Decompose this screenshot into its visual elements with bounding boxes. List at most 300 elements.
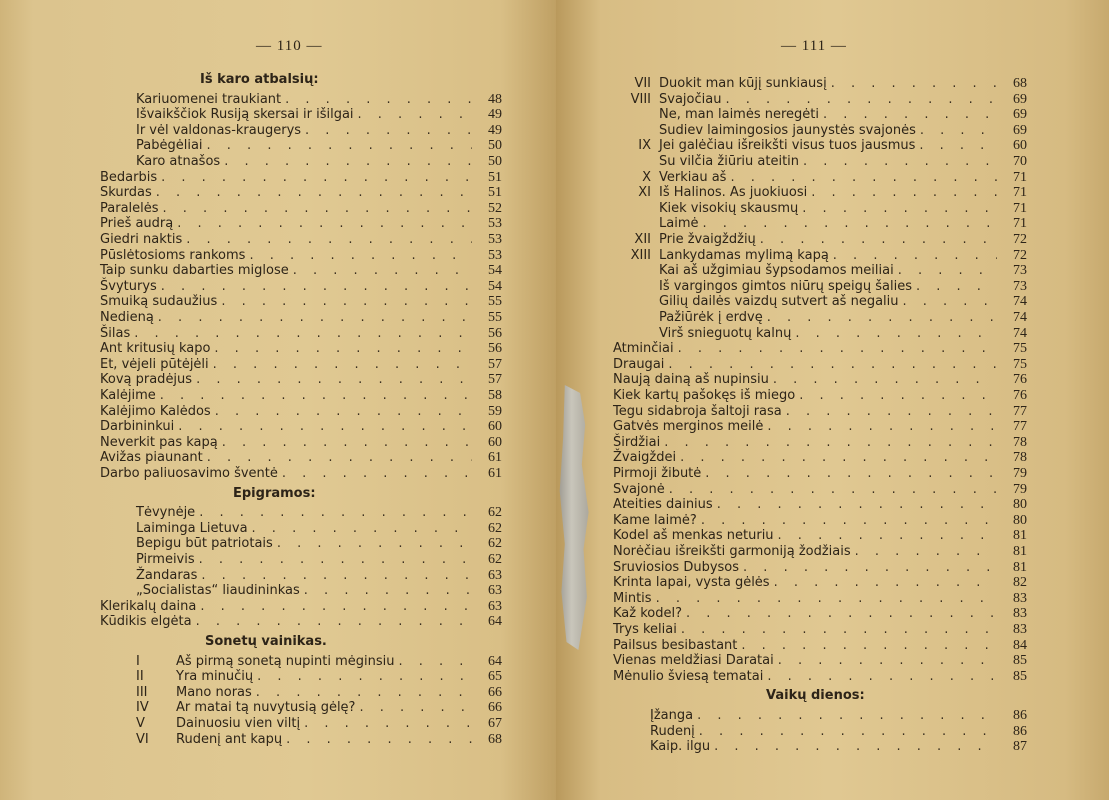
entry-title: Et, vėjeli pūtėjėli — [100, 356, 209, 372]
toc-entry — [613, 372, 1027, 388]
dot-leader — [249, 248, 472, 264]
entry-page-number: 74 — [1013, 325, 1027, 341]
toc-entry — [136, 123, 502, 139]
toc-entry — [613, 653, 1027, 669]
entry-page-number: 80 — [1013, 512, 1027, 528]
dot-leader — [786, 404, 997, 420]
dot-leader — [811, 185, 997, 201]
toc-entry — [613, 357, 1027, 373]
entry-title: Kame laimė? — [613, 512, 697, 528]
entry-page-number: 50 — [488, 154, 502, 169]
dot-leader — [214, 341, 472, 357]
entry-page-number: 50 — [488, 138, 502, 154]
entry-page-number: 78 — [1013, 450, 1027, 466]
entry-title: Tėvynėje — [136, 505, 196, 521]
entry-title: Kalėjimo Kalėdos — [100, 403, 211, 419]
dot-leader — [156, 185, 472, 201]
dot-leader — [199, 505, 472, 521]
toc-entry — [613, 404, 1027, 420]
page-number: — 111 — — [781, 38, 847, 54]
dot-leader — [725, 92, 997, 108]
toc-entry — [100, 388, 502, 404]
entry-title: Žvaigždei — [613, 450, 677, 466]
entry-number: IX — [638, 138, 651, 154]
dot-leader — [823, 107, 997, 123]
dot-leader — [767, 310, 997, 326]
toc-entry — [100, 419, 502, 435]
entry-title: Iš vargingos gimtos niūrų speigų šalies — [659, 278, 913, 294]
entry-number: XII — [634, 232, 651, 247]
toc-entry — [613, 482, 1027, 498]
toc-entry — [613, 435, 1027, 451]
toc-entry — [613, 606, 1027, 622]
dot-leader — [686, 606, 997, 622]
toc-entry — [100, 341, 502, 357]
toc-entry — [613, 466, 1027, 482]
entry-page-number: 86 — [1013, 708, 1027, 723]
entry-page-number: 81 — [1013, 544, 1027, 559]
toc-entry — [136, 700, 502, 716]
dot-leader — [773, 372, 997, 388]
toc-entry — [613, 450, 1027, 466]
dot-leader — [222, 435, 472, 451]
toc-entry — [136, 521, 502, 537]
entry-title: Pailsus besibastant — [613, 637, 738, 653]
toc-entry — [613, 294, 1027, 310]
dot-leader — [702, 216, 997, 232]
dot-leader — [833, 248, 997, 264]
toc-entry — [100, 185, 502, 201]
entry-title: Krinta lapai, vysta gėlės — [613, 575, 770, 591]
entry-page-number: 69 — [1013, 107, 1027, 123]
entry-page-number: 51 — [488, 169, 502, 185]
toc-entry — [613, 185, 1027, 201]
entry-title: Paralelės — [100, 200, 159, 216]
entry-page-number: 53 — [488, 216, 502, 232]
entry-title: Išvaikščiok Rusiją skersai ir išilgai — [136, 107, 354, 123]
dot-leader — [256, 685, 472, 701]
entry-page-number: 71 — [1013, 200, 1027, 216]
dot-leader — [802, 201, 997, 217]
toc-entry — [613, 341, 1027, 357]
toc-entry — [613, 575, 1027, 591]
entry-page-number: 73 — [1013, 263, 1027, 279]
entry-title: Darbo paliuosavimo šventė — [100, 466, 278, 481]
entry-title: Pirmeivis — [136, 552, 195, 567]
section-heading: Vaikų dienos: — [766, 688, 865, 704]
entry-page-number: 55 — [488, 294, 502, 310]
dot-leader — [916, 279, 997, 295]
toc-entry — [613, 170, 1027, 186]
entry-page-number: 71 — [1013, 169, 1027, 185]
entry-number: V — [136, 716, 145, 731]
entry-title: Gatvės merginos meilė — [613, 419, 764, 435]
entry-page-number: 81 — [1013, 559, 1027, 575]
dot-leader — [803, 154, 997, 170]
entry-title: Jei galėčiau išreikšti visus tuos jausmus — [659, 138, 916, 154]
section-heading: Iš karo atbalsių: — [200, 72, 319, 87]
entry-page-number: 57 — [488, 372, 502, 388]
toc-entry — [100, 232, 502, 248]
entry-title: Lankydamas mylimą kapą — [659, 247, 829, 263]
entry-title: Pirmoji žibutė — [613, 466, 702, 481]
toc-entry — [613, 92, 1027, 108]
entry-title: Kai aš užgimiau šypsodamos meiliai — [659, 263, 894, 279]
dot-leader — [664, 435, 997, 451]
toc-entry — [100, 614, 502, 630]
entry-title: Vienas meldžiasi Daratai — [613, 653, 774, 669]
dot-leader — [305, 123, 472, 139]
entry-title: Žandaras — [136, 567, 198, 583]
entry-title: Rudenį — [650, 723, 695, 739]
toc-entry — [613, 544, 1027, 560]
dot-leader — [705, 466, 997, 482]
toc-entry — [100, 326, 502, 342]
entry-title: Kariuomenei traukiant — [136, 91, 282, 107]
toc-entry — [650, 724, 1027, 740]
entry-page-number: 63 — [488, 567, 502, 583]
entry-page-number: 72 — [1013, 232, 1027, 247]
dot-leader — [277, 536, 472, 552]
entry-title: Klerikalų daina — [100, 598, 197, 614]
dot-leader — [767, 419, 997, 435]
entry-title: Šilas — [100, 325, 131, 341]
toc-entry — [100, 310, 502, 326]
entry-page-number: 76 — [1013, 388, 1027, 403]
entry-page-number: 58 — [488, 388, 502, 403]
entry-page-number: 54 — [488, 263, 502, 279]
dot-leader — [161, 170, 472, 186]
dot-leader — [743, 560, 997, 576]
toc-entry — [100, 466, 502, 482]
toc-entry — [613, 310, 1027, 326]
section-heading: Sonetų vainikas. — [205, 634, 327, 649]
dot-leader — [304, 583, 472, 599]
entry-page-number: 72 — [1013, 247, 1027, 263]
toc-entry — [613, 326, 1027, 342]
entry-page-number: 82 — [1013, 575, 1027, 591]
dot-leader — [760, 232, 997, 248]
toc-entry — [613, 248, 1027, 264]
dot-leader — [304, 716, 472, 732]
entry-title: Naują dainą aš nupinsiu — [613, 372, 769, 388]
toc-entry — [613, 232, 1027, 248]
entry-title: Kiek visokių skausmų — [659, 200, 799, 216]
entry-page-number: 67 — [488, 716, 502, 731]
entry-title: Kiek kartų pašokęs iš miego — [613, 388, 796, 403]
dot-leader — [831, 76, 997, 92]
toc-entry — [100, 263, 502, 279]
entry-page-number: 56 — [488, 341, 502, 357]
entry-title: Įžanga — [650, 708, 694, 723]
toc-entry — [650, 739, 1027, 755]
entry-title: Prie žvaigždžių — [659, 232, 756, 247]
entry-title: Ne, man laimės neregėti — [659, 107, 819, 123]
entry-page-number: 60 — [488, 434, 502, 450]
dot-leader — [257, 669, 472, 685]
entry-title: Neverkit pas kapą — [100, 434, 218, 450]
toc-entry — [136, 107, 502, 123]
entry-title: Laiminga Lietuva — [136, 520, 248, 536]
entry-title: Yra minučių — [176, 669, 254, 685]
dot-leader — [741, 638, 997, 654]
dot-leader — [224, 154, 472, 170]
dot-leader — [767, 669, 997, 685]
toc-entry — [613, 560, 1027, 576]
entry-page-number: 63 — [488, 598, 502, 614]
entry-title: Švyturys — [100, 278, 157, 294]
toc-entry — [613, 591, 1027, 607]
toc-entry — [100, 248, 502, 264]
entry-page-number: 85 — [1013, 653, 1027, 669]
dot-leader — [285, 92, 472, 108]
entry-number: VI — [136, 731, 149, 747]
dot-leader — [177, 216, 472, 232]
entry-page-number: 49 — [488, 122, 502, 138]
dot-leader — [778, 653, 997, 669]
dot-leader — [199, 552, 472, 568]
dot-leader — [221, 294, 472, 310]
entry-title: Prieš audrą — [100, 216, 174, 232]
toc-entry — [613, 497, 1027, 513]
entry-page-number: 83 — [1013, 606, 1027, 622]
entry-page-number: 86 — [1013, 723, 1027, 739]
entry-title: Bedarbis — [100, 169, 158, 185]
entry-title: Kalėjime — [100, 388, 156, 403]
entry-title: Nedieną — [100, 310, 154, 325]
entry-title: Svajonė — [613, 481, 665, 497]
dot-leader — [697, 708, 997, 724]
dot-leader — [730, 170, 997, 186]
toc-entry — [100, 279, 502, 295]
entry-page-number: 54 — [488, 278, 502, 294]
entry-page-number: 62 — [488, 520, 502, 536]
right-page — [556, 0, 1109, 800]
dot-leader — [919, 138, 997, 154]
toc-entry — [613, 123, 1027, 139]
entry-page-number: 63 — [488, 583, 502, 599]
entry-title: Verkiau aš — [659, 169, 727, 185]
entry-title: Laimė — [659, 216, 699, 232]
entry-number: VII — [634, 76, 651, 91]
entry-page-number: 53 — [488, 247, 502, 263]
entry-page-number: 83 — [1013, 622, 1027, 637]
entry-title: Aš pirmą sonetą nupinti mėginsiu — [176, 653, 395, 669]
entry-page-number: 61 — [488, 466, 502, 481]
toc-entry — [100, 599, 502, 615]
entry-title: Kūdikis elgėta — [100, 614, 192, 630]
dot-leader — [207, 450, 472, 466]
entry-page-number: 75 — [1013, 356, 1027, 372]
entry-page-number: 74 — [1013, 310, 1027, 325]
toc-entry — [136, 685, 502, 701]
entry-title: Kaip. ilgu — [650, 739, 711, 755]
entry-page-number: 80 — [1013, 497, 1027, 513]
entry-title: Ar matai tą nuvytusią gėlę? — [176, 700, 356, 716]
entry-title: Rudenį ant kapų — [176, 731, 283, 747]
entry-title: Dainuosiu vien viltį — [176, 716, 301, 731]
dot-leader — [252, 521, 472, 537]
toc-entry — [613, 216, 1027, 232]
entry-title: Pūslėtosioms rankoms — [100, 247, 246, 263]
entry-page-number: 57 — [488, 356, 502, 372]
dot-leader — [656, 591, 997, 607]
entry-page-number: 69 — [1013, 91, 1027, 107]
entry-page-number: 75 — [1013, 341, 1027, 357]
entry-page-number: 64 — [488, 614, 502, 630]
entry-page-number: 53 — [488, 232, 502, 247]
entry-page-number: 52 — [488, 200, 502, 216]
toc-entry — [613, 107, 1027, 123]
entry-title: Ir vėl valdonas-kraugerys — [136, 122, 302, 138]
entry-page-number: 49 — [488, 107, 502, 123]
toc-entry — [613, 279, 1027, 295]
entry-title: Atminčiai — [613, 341, 674, 357]
entry-title: Sudiev laimingosios jaunystės svajonės — [659, 122, 916, 138]
dot-leader — [207, 138, 472, 154]
dot-leader — [178, 419, 472, 435]
entry-page-number: 60 — [488, 419, 502, 435]
entry-number: I — [136, 653, 140, 669]
entry-number: X — [642, 169, 651, 185]
dot-leader — [286, 732, 472, 748]
entry-title: Mano noras — [176, 684, 252, 700]
dot-leader — [855, 544, 997, 560]
dot-leader — [359, 700, 472, 716]
entry-title: Karo atnašos — [136, 154, 221, 169]
dot-leader — [669, 482, 997, 498]
dot-leader — [196, 614, 472, 630]
entry-title: Sruviosios Dubysos — [613, 559, 740, 575]
toc-entry — [613, 622, 1027, 638]
dot-leader — [778, 528, 997, 544]
toc-entry — [136, 552, 502, 568]
entry-page-number: 81 — [1013, 528, 1027, 544]
toc-entry — [613, 528, 1027, 544]
toc-entry — [613, 201, 1027, 217]
dot-leader — [200, 599, 472, 615]
dot-leader — [158, 310, 472, 326]
entry-title: Bepigu būt patriotais — [136, 536, 273, 552]
entry-page-number: 85 — [1013, 668, 1027, 684]
entry-page-number: 73 — [1013, 278, 1027, 294]
entry-title: Duokit man kūjį sunkiausį — [659, 76, 827, 91]
entry-title: Trys keliai — [613, 622, 677, 637]
dot-leader — [358, 107, 472, 123]
entry-title: Svajočiau — [659, 91, 722, 107]
entry-title: Širdžiai — [613, 434, 661, 450]
toc-entry — [100, 372, 502, 388]
entry-title: Su vilčia žiūriu ateitin — [659, 154, 800, 169]
entry-page-number: 87 — [1013, 739, 1027, 755]
entry-page-number: 79 — [1013, 481, 1027, 497]
entry-title: Mėnulio šviesą tematai — [613, 668, 764, 684]
entry-title: Ateities dainius — [613, 497, 713, 513]
entry-page-number: 62 — [488, 536, 502, 552]
entry-page-number: 61 — [488, 450, 502, 466]
entry-number: IV — [136, 700, 149, 716]
dot-leader — [795, 326, 997, 342]
entry-title: Kodel aš menkas neturiu — [613, 528, 774, 544]
toc-entry — [136, 583, 502, 599]
entry-page-number: 77 — [1013, 419, 1027, 435]
dot-leader — [282, 466, 472, 482]
toc-entry — [100, 294, 502, 310]
entry-page-number: 77 — [1013, 403, 1027, 419]
dot-leader — [668, 357, 997, 373]
toc-entry — [613, 513, 1027, 529]
entry-title: Norėčiau išreikšti garmoniją žodžiais — [613, 544, 851, 559]
entry-title: Tegu sidabroja šaltoji rasa — [613, 403, 782, 419]
dot-leader — [717, 497, 997, 513]
toc-entry — [136, 669, 502, 685]
dot-leader — [680, 450, 997, 466]
dot-leader — [196, 372, 472, 388]
dot-leader — [678, 341, 997, 357]
toc-entry — [613, 154, 1027, 170]
entry-page-number: 64 — [488, 653, 502, 669]
toc-entry — [613, 669, 1027, 685]
entry-page-number: 68 — [488, 731, 502, 747]
entry-page-number: 59 — [488, 403, 502, 419]
entry-title: Mintis — [613, 590, 652, 606]
entry-title: Gilių dailės vaizdų sutvert aš negaliu — [659, 294, 899, 310]
entry-page-number: 62 — [488, 505, 502, 521]
dot-leader — [160, 388, 472, 404]
entry-page-number: 55 — [488, 310, 502, 325]
toc-entry — [613, 388, 1027, 404]
entry-title: Draugai — [613, 356, 665, 372]
toc-entry — [136, 536, 502, 552]
entry-page-number: 62 — [488, 552, 502, 567]
entry-title: Taip sunku dabarties miglose — [100, 263, 289, 279]
toc-entry — [100, 201, 502, 217]
page-number: — 110 — — [256, 38, 323, 54]
entry-page-number: 66 — [488, 684, 502, 700]
toc-entry — [100, 170, 502, 186]
dot-leader — [201, 568, 472, 584]
entry-title: Avižas piaunant — [100, 450, 203, 466]
entry-page-number: 76 — [1013, 372, 1027, 388]
toc-entry — [136, 138, 502, 154]
entry-title: Virš snieguotų kalnų — [659, 325, 792, 341]
dot-leader — [799, 388, 997, 404]
entry-page-number: 60 — [1013, 138, 1027, 154]
entry-title: Smuiką sudaužius — [100, 294, 218, 310]
dot-leader — [774, 575, 997, 591]
dot-leader — [213, 357, 472, 373]
entry-title: Pabėgėliai — [136, 138, 203, 154]
toc-entry — [136, 505, 502, 521]
dot-leader — [163, 201, 472, 217]
dot-leader — [399, 654, 472, 670]
toc-entry — [136, 92, 502, 108]
dot-leader — [681, 622, 997, 638]
entry-page-number: 84 — [1013, 637, 1027, 653]
entry-page-number: 78 — [1013, 434, 1027, 450]
entry-number: III — [136, 684, 148, 700]
entry-number: XIII — [630, 247, 651, 263]
toc-entry — [613, 263, 1027, 279]
dot-leader — [920, 123, 997, 139]
entry-page-number: 48 — [488, 91, 502, 107]
toc-entry — [136, 716, 502, 732]
entry-page-number: 56 — [488, 325, 502, 341]
toc-entry — [136, 154, 502, 170]
dot-leader — [714, 739, 997, 755]
toc-entry — [650, 708, 1027, 724]
entry-page-number: 65 — [488, 669, 502, 685]
